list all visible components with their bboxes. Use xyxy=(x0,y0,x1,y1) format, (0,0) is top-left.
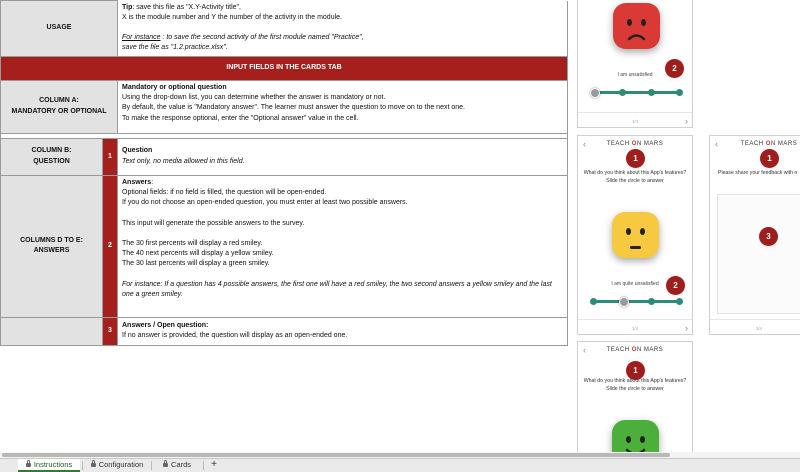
column-de-title: Answers xyxy=(122,178,152,186)
feedback-prompt: Please share your feedback with o xyxy=(718,170,798,176)
pager-open: 3/4 xyxy=(755,326,763,331)
pager-red: 1/4 xyxy=(631,119,639,124)
feedback-textarea[interactable] xyxy=(717,194,800,314)
open-question-row xyxy=(1,317,568,345)
section-header[interactable]: INPUT FIELDS IN THE CARDS TAB xyxy=(1,56,568,80)
red-smiley xyxy=(613,3,660,49)
column-a-line1: Using the drop-down list, you can determine whether the answer is mandatory or not. xyxy=(122,93,386,101)
tab-cards-label: Cards xyxy=(170,460,191,469)
badge-2: 2 xyxy=(665,59,684,78)
column-de-line6: The 30 last percents will display a green smiley. xyxy=(122,260,270,268)
tab-configuration[interactable] xyxy=(84,459,150,472)
column-de-label-line2: ANSWERS xyxy=(33,247,70,255)
tab-configuration-label: Configuration xyxy=(98,460,144,469)
slider-yellow[interactable] xyxy=(592,300,682,303)
slider-red[interactable] xyxy=(592,91,682,94)
column-de-label-line1: COLUMNS D TO E: xyxy=(20,236,83,244)
column-de-title-suffix: : xyxy=(151,178,154,186)
column-b-row xyxy=(1,138,568,175)
column-b-label-line1: COLUMN B: xyxy=(31,147,72,155)
badge-2: 2 xyxy=(666,276,685,295)
column-a-line3: To make the response optional, enter the "Optional answer" value in the cell. xyxy=(122,114,359,122)
open-question-number[interactable]: 3 xyxy=(103,317,118,345)
tab-cards[interactable] xyxy=(153,459,201,472)
brand-logo: TEACH ON MARS xyxy=(606,141,664,147)
usage-label[interactable]: USAGE xyxy=(1,1,118,57)
column-a-label-line1: COLUMN A: xyxy=(39,97,79,105)
column-a-row xyxy=(1,80,568,133)
mockup-green xyxy=(577,341,693,458)
label-unsatisfied: I am unsatisfied xyxy=(617,72,653,78)
instance-line2: save the file as "1.2.practice.xlsx". xyxy=(122,44,228,52)
sheet-tabs xyxy=(0,458,800,472)
column-de-line5: The 40 next percents will display a yellow smiley. xyxy=(122,250,274,258)
open-question-title: Answers / Open question: xyxy=(122,321,209,329)
add-sheet-button[interactable]: + xyxy=(211,459,217,470)
column-a-label-line2: MANDATORY OR OPTIONAL xyxy=(11,107,107,115)
column-b-label-line2: QUESTION xyxy=(33,157,70,165)
mockup-open xyxy=(709,135,800,335)
lock-icon xyxy=(91,463,96,467)
yellow-smiley xyxy=(612,212,659,258)
column-b-label[interactable] xyxy=(1,138,103,175)
scrollbar-thumb[interactable] xyxy=(2,453,670,457)
column-a-cell[interactable] xyxy=(118,80,568,133)
instance-label: For instance xyxy=(122,34,161,42)
brand-logo: TEACH ON MARS xyxy=(606,347,664,353)
usage-row xyxy=(1,1,568,57)
column-a-title: Mandatory or optional question xyxy=(122,83,227,91)
question-text: What do you think about this App's features? Slide the circle to answer xyxy=(583,170,687,184)
lock-icon xyxy=(26,463,31,467)
tip-text: : save this file as "X.Y-Activity title", xyxy=(132,3,241,11)
label-quite-unsatisfied: I am quite unsatisfied xyxy=(611,281,659,287)
tab-instructions[interactable] xyxy=(18,459,80,472)
badge-1: 1 xyxy=(626,149,645,168)
column-de-label[interactable] xyxy=(1,175,103,317)
column-de-line3: This input will generate the possible answers to the survey. xyxy=(122,219,305,227)
mockup-yellow xyxy=(577,135,693,335)
badge-1: 1 xyxy=(760,149,779,168)
open-question-line1: If no answer is provided, the question will display as an open-ended one. xyxy=(122,332,348,340)
tip-label: Tip xyxy=(122,3,133,11)
question-text: What do you think about this App's features? Slide the circle to answer xyxy=(583,378,687,392)
column-de-cell[interactable] xyxy=(118,175,568,317)
badge-3: 3 xyxy=(759,227,778,246)
column-a-label[interactable] xyxy=(1,80,118,133)
column-de-line4: The 30 first percents will display a red smiley. xyxy=(122,239,263,247)
usage-cell[interactable] xyxy=(118,1,568,57)
column-b-number[interactable]: 1 xyxy=(103,138,118,175)
mockup-red xyxy=(577,0,693,128)
chevron-right-icon[interactable]: › xyxy=(685,116,688,126)
column-de-line2: If you do not choose an open-ended question, you must enter at least two possible answers. xyxy=(122,199,408,207)
chevron-left-icon[interactable]: ‹ xyxy=(715,139,718,149)
chevron-right-icon[interactable]: › xyxy=(685,323,688,333)
brand-logo: TEACH ON MARS xyxy=(740,141,798,147)
chevron-left-icon[interactable]: ‹ xyxy=(583,345,586,355)
open-question-label[interactable] xyxy=(1,317,103,345)
pager-yellow: 1/4 xyxy=(631,326,639,331)
open-question-cell[interactable] xyxy=(118,317,568,345)
column-b-cell[interactable] xyxy=(118,138,568,175)
tab-instructions-label: Instructions xyxy=(33,460,73,469)
instance-text: : to save the second activity of the first module named "Practice", xyxy=(160,34,364,42)
column-de-number[interactable]: 2 xyxy=(103,175,118,317)
badge-1: 1 xyxy=(626,361,645,380)
column-b-title: Question xyxy=(122,147,153,155)
column-de-example: For instance: If a question has 4 possible answers, the first one will have a red smiley, the two second answers a yellow smiley and the last one a green smiley. xyxy=(122,280,552,299)
chevron-left-icon[interactable]: ‹ xyxy=(583,139,586,149)
column-de-row xyxy=(1,175,568,317)
lock-icon xyxy=(163,463,168,467)
column-b-note: Text only, no media allowed in this field. xyxy=(122,157,245,165)
tip-line2: X is the module number and Y the number of the activity in the module. xyxy=(122,13,342,21)
column-a-line2: By default, the value is "Mandatory answer". The learner must answer the question to move on to the next one. xyxy=(122,104,465,112)
column-de-line1: Optional fields: if no field is filled, the question will be open-ended. xyxy=(122,188,327,196)
